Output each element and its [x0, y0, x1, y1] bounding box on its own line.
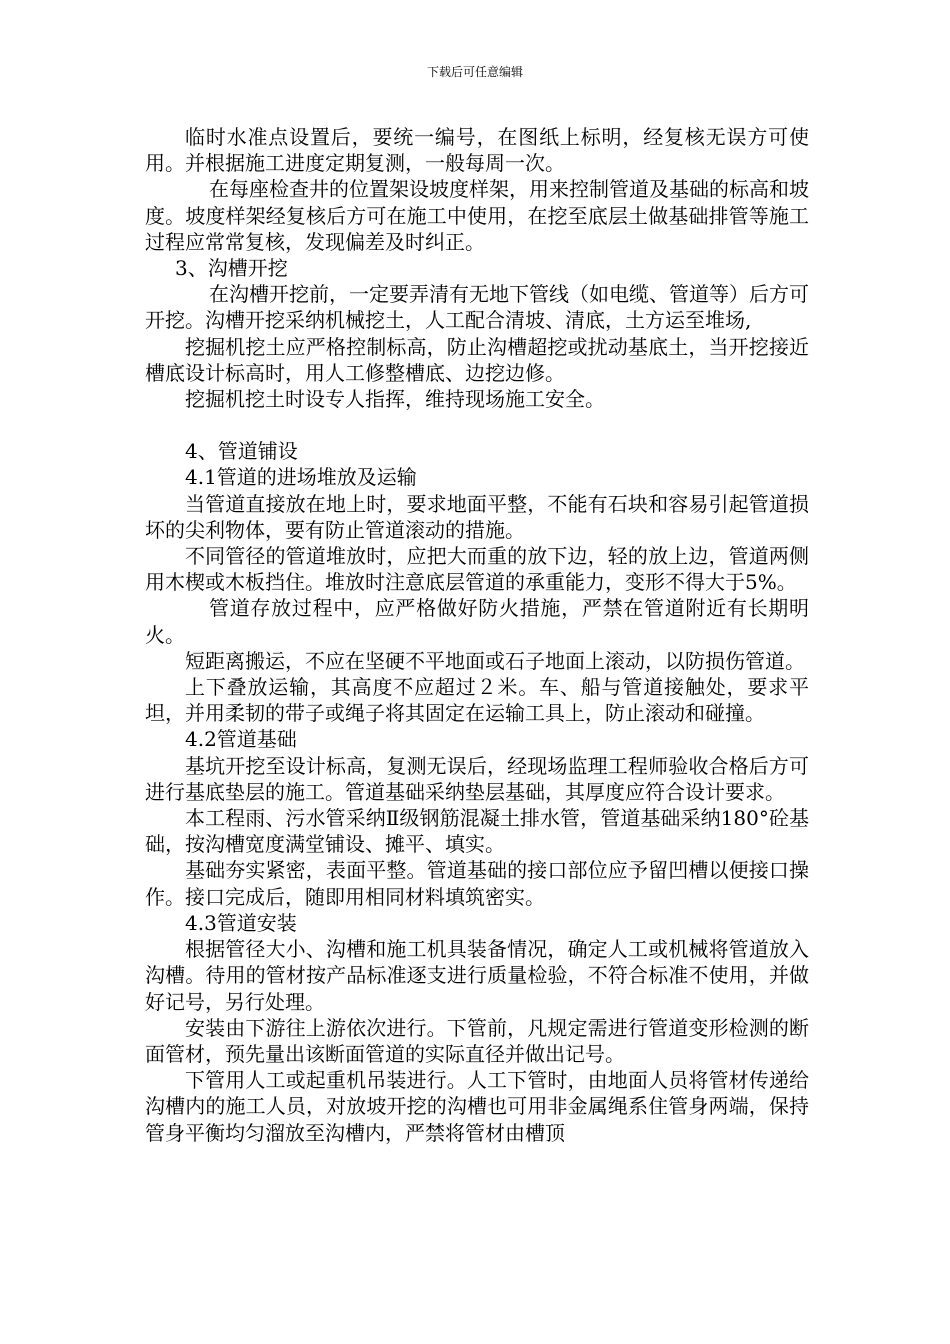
- section-heading-trench-excavation: 3、沟槽开挖: [175, 256, 288, 281]
- subsection-heading-pipe-installation: 4.3管道安装: [185, 910, 297, 935]
- subsection-heading-pipe-foundation: 4.2管道基础: [185, 727, 297, 752]
- paragraph-lowering-method: 根据管径大小、沟槽和施工机具装备情况，确定人工或机械将管道放入沟槽。待用的管材按产品标准逐支进行质量检验，不符合标准不使用，并做好记号，另行处理。: [145, 937, 809, 1014]
- paragraph-stacked-transport: 上下叠放运输，其高度不应超过２米。车、船与管道接触处，要求平坦，并用柔韧的带子或绳子将其固定在运输工具上，防止滚动和碰撞。: [145, 675, 809, 726]
- paragraph-excavation-preparation: 在沟槽开挖前，一定要弄清有无地下管线（如电缆、管道等）后方可开挖。沟槽开挖采纳机械挖土，人工配合清坡、清底，土方运至堆场,: [145, 282, 809, 333]
- section-heading-pipe-laying: 4、管道铺设: [185, 439, 298, 464]
- paragraph-manual-lowering: 下管用人工或起重机吊装进行。人工下管时，由地面人员将管材传递给沟槽内的施工人员，对放坡开挖的沟槽也可用非金属绳系住管身两端，保持管身平衡均匀溜放至沟槽内，严禁将管材由槽顶: [145, 1068, 809, 1145]
- document-body: [145, 124, 809, 1146]
- paragraph-slope-frame: 在每座检查井的位置架设坡度样架，用来控制管道及基础的标高和坡度。坡度样架经复核后方可在施工中使用，在挖至底层土做基础排管等施工过程应常常复核，发现偏差及时纠正。: [145, 177, 809, 254]
- paragraph-ground-storage: 当管道直接放在地上时，要求地面平整，不能有石块和容易引起管道损坏的尖利物体，要有防止管道滚动的措施。: [145, 491, 809, 542]
- paragraph-short-haul: 短距离搬运，不应在坚硬不平地面或石子地面上滚动，以防损伤管道。: [185, 648, 805, 673]
- paragraph-benchmark-numbering: 临时水准点设置后，要统一编号，在图纸上标明，经复核无误方可使用。并根据施工进度定期复测，一般每周一次。: [145, 125, 809, 176]
- paragraph-excavator-control: 挖掘机挖土应严格控制标高，防止沟槽超挖或扰动基底土，当开挖接近槽底设计标高时，用人工修整槽底、边挖边修。: [145, 334, 809, 385]
- paragraph-foundation-pit: 基坑开挖至设计标高，复测无误后，经现场监理工程师验收合格后方可进行基底垫层的施工。管道基础采纳垫层基础，其厚度应符合设计要求。: [145, 753, 809, 804]
- paragraph-fire-prevention: 管道存放过程中，应严格做好防火措施，严禁在管道附近有长期明火。: [145, 596, 809, 647]
- subsection-heading-storage-transport: 4.1管道的进场堆放及运输: [185, 465, 417, 490]
- paragraph-installation-order: 安装由下游往上游依次进行。下管前，凡规定需进行管道变形检测的断面管材，预先量出该断面管道的实际直径并做出记号。: [145, 1015, 809, 1066]
- blank-line: [145, 412, 809, 438]
- paragraph-excavator-safety: 挖掘机挖土时设专人指挥，维持现场施工安全。: [185, 387, 605, 412]
- paragraph-stacking: 不同管径的管道堆放时，应把大而重的放下边，轻的放上边，管道两侧用木楔或木板挡住。堆放时注意底层管道的承重能力，变形不得大于5%。: [145, 544, 809, 595]
- page-header: 下载后可任意编辑: [426, 65, 523, 79]
- paragraph-foundation-compaction: 基础夯实紧密，表面平整。管道基础的接口部位应予留凹槽以便接口操作。接口完成后，随即用相同材料填筑密实。: [145, 858, 809, 909]
- paragraph-concrete-pipe: 本工程雨、污水管采纳Ⅱ级钢筋混凝土排水管，管道基础采纳180°砼基础，按沟槽宽度满堂铺设、摊平、填实。: [145, 806, 809, 857]
